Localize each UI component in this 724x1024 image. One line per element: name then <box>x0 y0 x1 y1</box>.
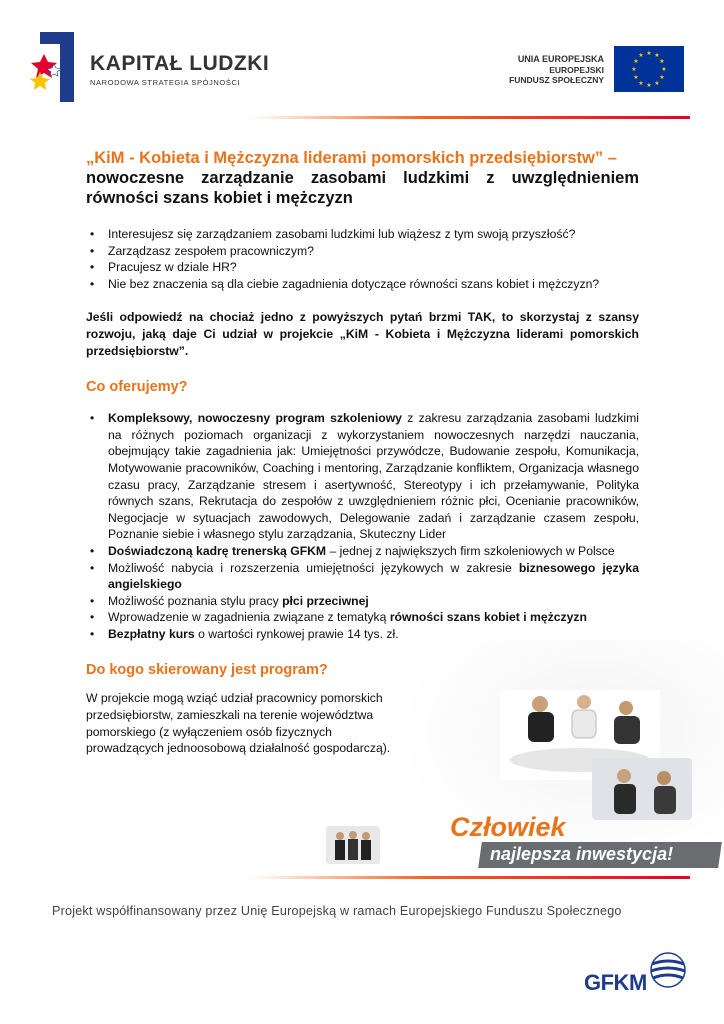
lead-paragraph: Jeśli odpowiedź na chociaż jedno z powyższych pytań brzmi TAK, to skorzystaj z szansy rozwoju, jaką daje Ci udział w projekcie „KiM - Kobieta i Mężczyzna liderami pomorskich przedsiębiorstw”. <box>86 310 639 358</box>
footer-divider <box>250 876 690 879</box>
list-item <box>86 410 639 543</box>
offer-item-bold: równości szans kobiet i mężczyzn <box>389 610 587 625</box>
slogan-line-1: Człowiek <box>450 812 566 842</box>
offer-item-text: Możliwość poznania stylu pracy <box>108 593 283 608</box>
svg-text:★: ★ <box>638 80 644 87</box>
offer-list <box>86 410 639 642</box>
list-item: • Zarządzasz zespołem pracowniczym? <box>86 243 639 260</box>
offer-item-bold: Bezpłatny kurs <box>108 626 195 641</box>
svg-text:★: ★ <box>654 80 660 87</box>
list-item <box>86 560 639 593</box>
offer-item-bold: płci przeciwnej <box>282 593 369 608</box>
header-divider <box>250 116 690 119</box>
svg-text:★: ★ <box>633 58 639 65</box>
offer-heading: Co oferujemy? <box>86 379 188 396</box>
kapital-ludzki-subtitle: NARODOWA STRATEGIA SPÓJNOŚCI <box>90 78 241 87</box>
gfkm-logo-text: GFKM <box>584 970 647 995</box>
audience-heading: Do kogo skierowany jest program? <box>86 662 328 679</box>
list-item: • Nie bez znaczenia są dla ciebie zagadnienia dotyczące równości szans kobiet i mężczyzn? <box>86 276 639 293</box>
list-item <box>86 543 639 560</box>
office-women-photo-icon <box>592 758 692 820</box>
audience-text: W projekcie mogą wziąć udział pracownicy pomorskich przedsiębiorstw, zamieszkali na terenie województwa pomorskiego (z wyłączeniem osób fizycznych prowadzących jednoosobową działalność gospodarczą). <box>86 691 391 756</box>
list-item <box>86 626 639 643</box>
title-black: nowoczesne zarządzanie zasobami ludzkimi z uwzględnieniem równości szans kobiet i mężczyzn <box>86 169 639 207</box>
slogan <box>430 812 720 868</box>
svg-text:★: ★ <box>646 50 652 57</box>
svg-text:★: ★ <box>659 58 665 65</box>
list-item <box>86 609 639 626</box>
kapital-ludzki-title: KAPITAŁ LUDZKI <box>90 52 270 75</box>
title-orange: „KiM - Kobieta i Mężczyzna liderami pomorskich przedsiębiorstw” – <box>86 149 617 167</box>
eu-fund-label <box>509 54 604 86</box>
page-title <box>86 148 639 208</box>
offer-item-text: o wartości rynkowej prawie 14 tys. zł. <box>194 626 399 641</box>
svg-text:★: ★ <box>661 66 667 73</box>
offer-item-bold: Doświadczoną kadrę trenerską GFKM <box>108 543 327 558</box>
svg-text:★: ★ <box>631 66 637 73</box>
eu-line-1: UNIA EUROPEJSKA <box>517 54 604 64</box>
offer-item-text: z zakresu zarządzania zasobami ludzkimi na różnych poziomach organizacji z wykorzystaniem nowoczesnych narzędzi nauczania, obejmujący takie zagadnienia jak: Umiejętności przywódcze, Budowanie zespołu, Komunikacja, Motywowanie pracowników, Coaching i mentoring, Zarządzanie konfliktem, Organizacja własnego czasu pracy, Zarządzanie stresem i asertywność, Stereotypy i ich przełamywanie, Polityka równych szans, Rekrutacja do zespołów z uwzględnieniem różnic płci, Ocenianie pracowników, Negocjacje w sytuacjach zawodowych, Delegowanie zadań i zarządzanie czasem zespołu, Poznanie siebie i własnego stylu zarządzania, Skuteczny Lider <box>108 411 639 542</box>
main-content <box>86 148 639 757</box>
offer-item-text: – jednej z największych firm szkoleniowych w Polsce <box>326 543 615 558</box>
eu-flag-icon <box>614 46 684 92</box>
offer-item-text: Wprowadzenie w zagadnienia związane z tematyką <box>108 610 390 625</box>
eu-line-3: FUNDUSZ SPOŁECZNY <box>509 75 604 85</box>
team-photo-icon <box>326 826 380 864</box>
list-item: • Interesujesz się zarządzaniem zasobami ludzkimi lub wiążesz z tym swoją przyszłość? <box>86 226 639 243</box>
list-item <box>86 593 639 610</box>
svg-text:★: ★ <box>654 52 660 59</box>
eu-line-2: EUROPEJSKI <box>549 64 604 75</box>
offer-item-bold: biznesowego języka angielskiego <box>108 560 639 592</box>
svg-text:★: ★ <box>633 74 639 81</box>
gfkm-logo <box>584 950 694 1000</box>
question-list <box>86 226 639 292</box>
offer-item-text: Możliwość nabycia i rozszerzenia umiejętności językowych w zakresie <box>108 560 519 575</box>
slogan-line-2: najlepsza inwestycja! <box>490 844 674 864</box>
kapital-ludzki-logo-icon <box>30 32 74 102</box>
list-item: • Pracujesz w dziale HR? <box>86 259 639 276</box>
svg-text:★: ★ <box>659 74 665 81</box>
svg-text:★: ★ <box>638 52 644 59</box>
footer-text: Projekt współfinansowany przez Unię Europejską w ramach Europejskiego Funduszu Społecznego <box>52 904 622 918</box>
offer-item-bold: Kompleksowy, nowoczesny program szkoleniowy <box>108 411 402 426</box>
svg-text:★: ★ <box>646 82 652 89</box>
